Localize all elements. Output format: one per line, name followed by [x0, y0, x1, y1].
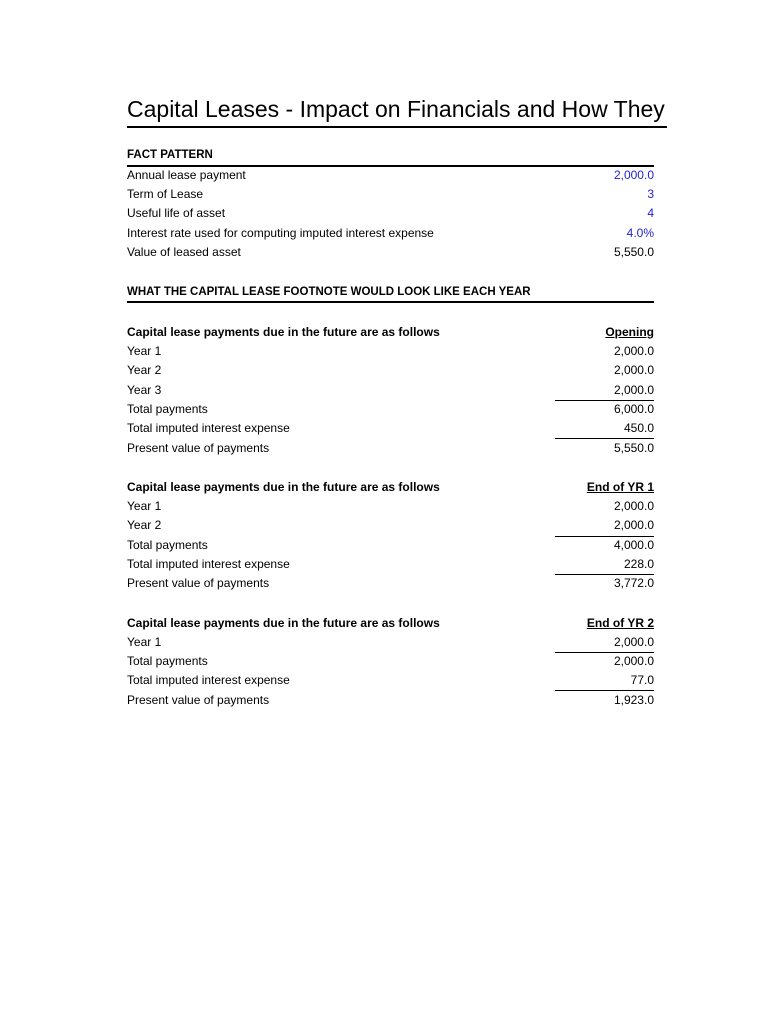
page-title: Capital Leases - Impact on Financials and How They: [127, 92, 667, 128]
row-label: Total payments: [127, 402, 208, 416]
section-heading-label: Capital lease payments due in the future are as follows: [127, 480, 440, 494]
fact-value: 4: [647, 206, 654, 220]
fact-value: 4.0%: [626, 226, 654, 240]
section-opening-heading: [127, 323, 654, 342]
table-row: [127, 633, 654, 652]
fact-row-interest-rate: [127, 224, 654, 243]
table-row: [127, 419, 654, 438]
row-label: Year 2: [127, 363, 162, 377]
fact-value: 2,000.0: [613, 168, 654, 182]
row-label: Present value of payments: [127, 576, 270, 590]
section-yr2-heading: [127, 614, 654, 633]
row-value: 2,000.0: [613, 635, 654, 649]
row-value: 2,000.0: [613, 518, 654, 532]
footnote-header-label: WHAT THE CAPITAL LEASE FOOTNOTE WOULD LOOK LIKE EACH YEAR: [127, 286, 531, 298]
fact-value: 3: [647, 187, 654, 201]
row-label: Year 1: [127, 635, 162, 649]
table-row: [127, 671, 654, 690]
section-yr1-heading: [127, 478, 654, 497]
fact-row-asset-value: [127, 243, 654, 262]
row-value: 2,000.0: [613, 363, 654, 377]
row-value: 2,000.0: [613, 344, 654, 358]
row-label: Year 3: [127, 383, 162, 397]
row-label: Year 2: [127, 518, 162, 532]
row-value: 2,000.0: [613, 654, 654, 668]
footnote-header: [127, 283, 654, 302]
section-heading-label: Capital lease payments due in the future are as follows: [127, 616, 440, 630]
section-heading-label: Capital lease payments due in the future are as follows: [127, 325, 440, 339]
row-label: Total imputed interest expense: [127, 421, 290, 435]
row-value: 5,550.0: [613, 441, 654, 455]
table-row: [127, 361, 654, 380]
fact-label: Useful life of asset: [127, 206, 226, 220]
row-label: Total payments: [127, 538, 208, 552]
row-label: Present value of payments: [127, 693, 270, 707]
fact-value: 5,550.0: [613, 245, 654, 259]
table-row: [127, 652, 654, 671]
fact-row-useful-life: [127, 204, 654, 223]
table-row: [127, 516, 654, 535]
table-row: [127, 400, 654, 419]
row-label: Year 1: [127, 499, 162, 513]
fact-label: Value of leased asset: [127, 245, 241, 259]
row-value: 3,772.0: [613, 576, 654, 590]
fact-label: Interest rate used for computing imputed interest expense: [127, 226, 434, 240]
row-value: 2,000.0: [613, 499, 654, 513]
table-row: [127, 555, 654, 574]
row-label: Total imputed interest expense: [127, 557, 290, 571]
row-label: Year 1: [127, 344, 162, 358]
table-row: [127, 497, 654, 516]
row-value: 1,923.0: [613, 693, 654, 707]
fact-row-term: [127, 185, 654, 204]
fact-pattern-header: [127, 146, 654, 165]
table-row: [127, 381, 654, 400]
row-value: 6,000.0: [613, 402, 654, 416]
fact-row-annual-payment: [127, 166, 654, 185]
row-value: 2,000.0: [613, 383, 654, 397]
column-header: End of YR 2: [586, 616, 654, 630]
table-row: [127, 691, 654, 710]
footnote-divider: [127, 301, 654, 303]
table-row: [127, 536, 654, 555]
table-row: [127, 342, 654, 361]
column-header: End of YR 1: [586, 480, 654, 494]
row-value: 228.0: [623, 557, 654, 571]
row-value: 77.0: [630, 673, 654, 687]
row-value: 450.0: [623, 421, 654, 435]
fact-pattern-header-label: FACT PATTERN: [127, 149, 213, 161]
row-label: Total imputed interest expense: [127, 673, 290, 687]
row-label: Present value of payments: [127, 441, 270, 455]
column-header: Opening: [605, 325, 654, 339]
table-row: [127, 574, 654, 593]
table-row: [127, 439, 654, 458]
fact-label: Term of Lease: [127, 187, 204, 201]
row-label: Total payments: [127, 654, 208, 668]
row-value: 4,000.0: [613, 538, 654, 552]
fact-label: Annual lease payment: [127, 168, 246, 182]
